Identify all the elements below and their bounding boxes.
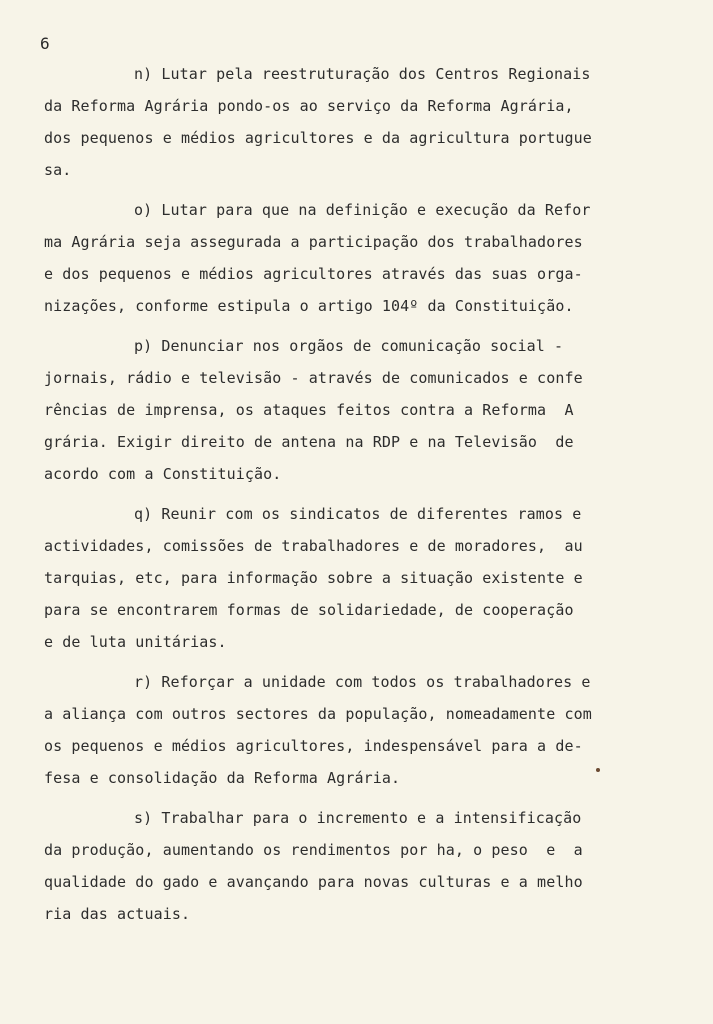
- paragraph-p-line-3: rências de imprensa, os ataques feitos contra a Reforma A: [44, 401, 574, 419]
- paragraph-p-line-5: acordo com a Constituição.: [44, 465, 282, 483]
- paragraph-p-line-4: grária. Exigir direito de antena na RDP e na Televisão de: [44, 433, 574, 451]
- paragraph-o-line-1: o) Lutar para que na definição e execução da Refor: [134, 201, 591, 219]
- paragraph-n-line-4: sa.: [44, 161, 72, 179]
- paragraph-r-line-1: r) Reforçar a unidade com todos os trabalhadores e: [134, 673, 591, 691]
- paragraph-p-line-2: jornais, rádio e televisão - através de comunicados e confe: [44, 369, 583, 387]
- page-number: 6: [40, 34, 50, 53]
- paragraph-s-line-2: da produção, aumentando os rendimentos por ha, o peso e a: [44, 841, 583, 859]
- ink-spot: [596, 768, 600, 772]
- paragraph-o-line-4: nizações, conforme estipula o artigo 104º da Constituição.: [44, 297, 574, 315]
- paragraph-q-line-5: e de luta unitárias.: [44, 633, 227, 651]
- paragraph-r-line-2: a aliança com outros sectores da população, nomeadamente com: [44, 705, 592, 723]
- paragraph-q-line-2: actividades, comissões de trabalhadores e de moradores, au: [44, 537, 583, 555]
- paragraph-o-line-3: e dos pequenos e médios agricultores através das suas orga-: [44, 265, 583, 283]
- paragraph-q-line-3: tarquias, etc, para informação sobre a situação existente e: [44, 569, 583, 587]
- paragraph-s-line-4: ria das actuais.: [44, 905, 191, 923]
- paragraph-s-line-1: s) Trabalhar para o incremento e a intensificação: [134, 809, 582, 827]
- paragraph-r-line-3: os pequenos e médios agricultores, indespensável para a de-: [44, 737, 583, 755]
- paragraph-q-line-1: q) Reunir com os sindicatos de diferentes ramos e: [134, 505, 582, 523]
- paragraph-r-line-4: fesa e consolidação da Reforma Agrária.: [44, 769, 401, 787]
- paragraph-q-line-4: para se encontrarem formas de solidariedade, de cooperação: [44, 601, 574, 619]
- paragraph-s-line-3: qualidade do gado e avançando para novas culturas e a melho: [44, 873, 583, 891]
- paragraph-o-line-2: ma Agrária seja assegurada a participação dos trabalhadores: [44, 233, 583, 251]
- paragraph-n-line-3: dos pequenos e médios agricultores e da agricultura portugue: [44, 129, 592, 147]
- paragraph-p-line-1: p) Denunciar nos orgãos de comunicação social -: [134, 337, 564, 355]
- paragraph-n-line-1: n) Lutar pela reestruturação dos Centros Regionais: [134, 65, 591, 83]
- paragraph-n-line-2: da Reforma Agrária pondo-os ao serviço da Reforma Agrária,: [44, 97, 574, 115]
